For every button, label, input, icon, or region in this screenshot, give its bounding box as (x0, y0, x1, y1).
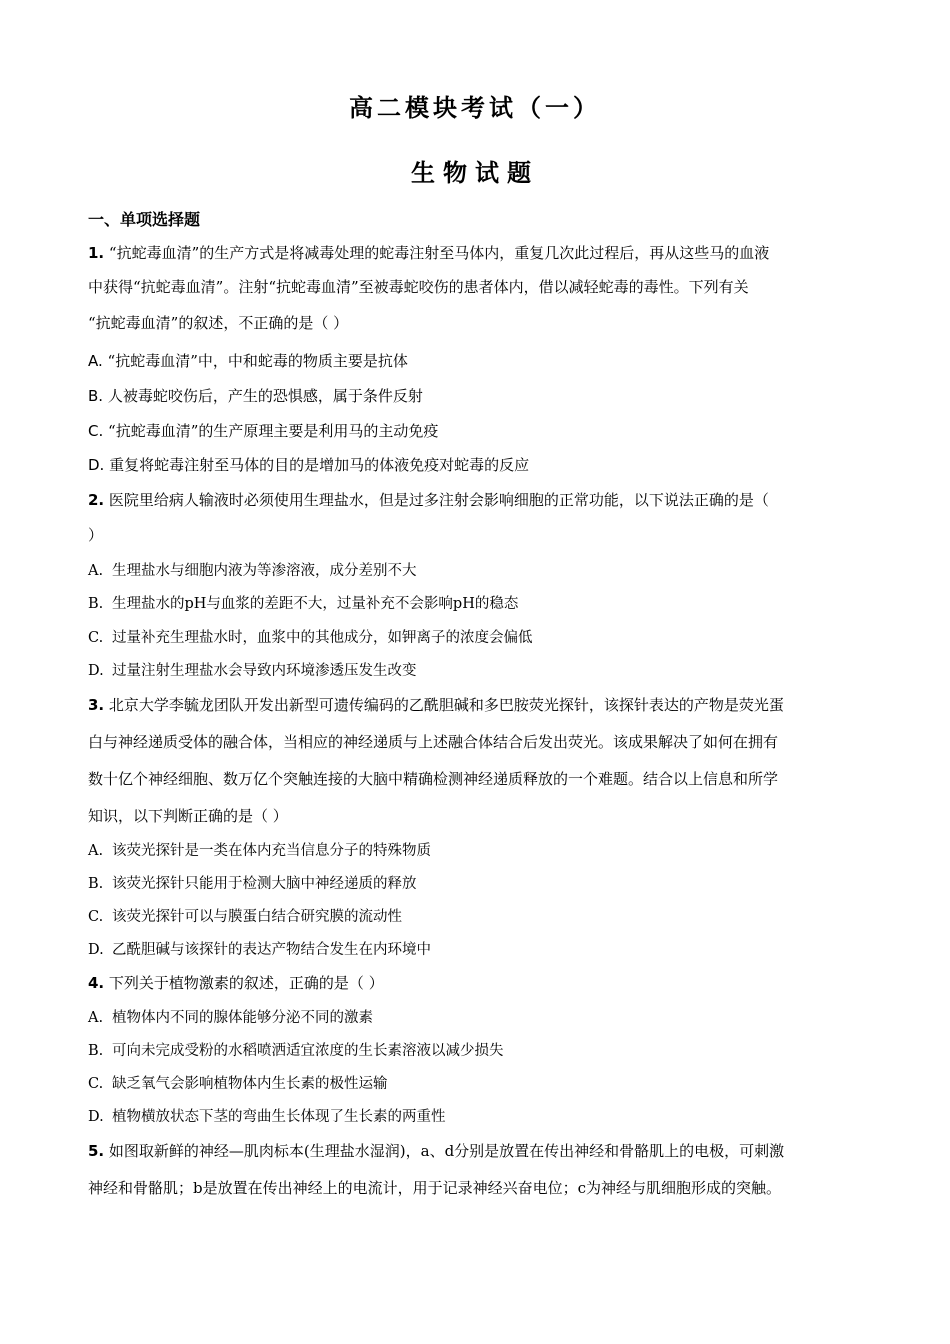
question-3-option-c (88, 907, 868, 927)
option-text: 该荧光探针可以与膜蛋白结合研究膜的流动性 (112, 909, 402, 925)
option-letter: A. (88, 563, 104, 579)
question-2-line-1 (88, 490, 868, 510)
option-text: 重复将蛇毒注射至马体的目的是增加马的体液免疫对蛇毒的反应 (109, 456, 530, 474)
option-letter: A. (88, 843, 104, 859)
exam-subtitle: 生物试题 (411, 159, 539, 187)
option-text: 植物横放状态下茎的弯曲生长体现了生长素的两重性 (112, 1109, 446, 1125)
question-1-line-2: 中获得“抗蛇毒血清”。注射“抗蛇毒血清”至被毒蛇咬伤的患者体内，借以减轻蛇毒的毒性。下列有关 (88, 278, 749, 296)
question-4-option-a (88, 1008, 868, 1028)
option-letter: B. (88, 596, 104, 612)
exam-title: 高二模块考试（一） (349, 94, 601, 122)
option-text: “抗蛇毒血清”的生产原理主要是利用马的主动免疫 (108, 422, 439, 440)
option-text: 该荧光探针是一类在体内充当信息分子的特殊物质 (112, 843, 431, 859)
question-2-option-d (88, 661, 868, 681)
option-letter: B. (88, 387, 104, 405)
question-4-line-1 (88, 973, 868, 993)
option-letter: D. (88, 942, 104, 958)
option-letter: D. (88, 456, 105, 474)
question-4-option-b (88, 1041, 868, 1061)
question-1-option-d (88, 455, 868, 475)
question-3-line-1 (88, 695, 868, 715)
option-text: 过量注射生理盐水会导致内环境渗透压发生改变 (112, 663, 417, 679)
question-number: 4. (88, 974, 105, 992)
option-letter: B. (88, 1043, 104, 1059)
option-letter: A. (88, 352, 103, 370)
question-1-option-c (88, 421, 868, 441)
question-5-line-1 (88, 1141, 868, 1161)
question-2-line-2: ） (88, 526, 104, 544)
section-heading: 一、单项选择题 (88, 210, 201, 229)
option-letter: A. (88, 1010, 104, 1026)
question-number: 3. (88, 696, 105, 714)
question-1-option-a (88, 351, 868, 371)
option-text: 可向未完成受粉的水稻喷洒适宜浓度的生长素溶液以减少损失 (112, 1043, 504, 1059)
option-letter: C. (88, 909, 104, 925)
question-3-line-4: 知识，以下判断正确的是（ ） (88, 807, 288, 825)
question-2-option-b (88, 594, 868, 614)
question-3-option-d (88, 940, 868, 960)
question-3-line-2: 白与神经递质受体的融合体，当相应的神经递质与上述融合体结合后发出荧光。该成果解决了如何在拥有 (88, 733, 779, 751)
option-text: 生理盐水的pH与血浆的差距不大，过量补充不会影响pH的稳态 (112, 596, 519, 612)
question-1-line-3: “抗蛇毒血清”的叙述，不正确的是（ ） (88, 314, 349, 332)
option-text: 植物体内不同的腺体能够分泌不同的激素 (112, 1010, 373, 1026)
question-text: “抗蛇毒血清”的生产方式是将减毒处理的蛇毒注射至马体内，重复几次此过程后，再从这些马的血液 (108, 244, 770, 262)
question-3-line-3: 数十亿个神经细胞、数万亿个突触连接的大脑中精确检测神经递质释放的一个难题。结合以上信息和所学 (88, 770, 779, 788)
question-1-line-1 (88, 243, 868, 263)
question-text: 北京大学李毓龙团队开发出新型可遗传编码的乙酰胆碱和多巴胺荧光探针，该探针表达的产物是荧光蛋 (108, 696, 784, 714)
question-5-line-2: 神经和骨骼肌；b是放置在传出神经上的电流计，用于记录神经兴奋电位；c为神经与肌细胞形成的突触。 (88, 1179, 782, 1197)
question-text: 如图取新鲜的神经—肌肉标本(生理盐水湿润)，a、d分别是放置在传出神经和骨骼肌上的电极，可刺激 (108, 1142, 785, 1160)
option-text: 人被毒蛇咬伤后，产生的恐惧感，属于条件反射 (107, 387, 423, 405)
question-1-option-b (88, 386, 868, 406)
question-number: 1. (88, 244, 105, 262)
option-text: 该荧光探针只能用于检测大脑中神经递质的释放 (112, 876, 417, 892)
question-2-option-c (88, 628, 868, 648)
option-text: 生理盐水与细胞内液为等渗溶液，成分差别不大 (112, 563, 417, 579)
question-3-option-a (88, 841, 868, 861)
option-letter: D. (88, 663, 104, 679)
option-text: 缺乏氧气会影响植物体内生长素的极性运输 (112, 1076, 388, 1092)
question-2-option-a (88, 561, 868, 581)
question-text: 下列关于植物激素的叙述，正确的是（ ） (108, 974, 384, 992)
option-text: 乙酰胆碱与该探针的表达产物结合发生在内环境中 (112, 942, 431, 958)
question-number: 5. (88, 1142, 105, 1160)
question-4-option-c (88, 1074, 868, 1094)
option-letter: C. (88, 630, 104, 646)
option-text: “抗蛇毒血清”中，中和蛇毒的物质主要是抗体 (107, 352, 408, 370)
option-letter: B. (88, 876, 104, 892)
question-3-option-b (88, 874, 868, 894)
option-letter: C. (88, 422, 104, 440)
question-4-option-d (88, 1107, 868, 1127)
question-text: 医院里给病人输液时必须使用生理盐水，但是过多注射会影响细胞的正常功能，以下说法正确的是（ (108, 491, 769, 509)
option-text: 过量补充生理盐水时，血浆中的其他成分，如钾离子的浓度会偏低 (112, 630, 533, 646)
option-letter: D. (88, 1109, 104, 1125)
option-letter: C. (88, 1076, 104, 1092)
question-number: 2. (88, 491, 105, 509)
